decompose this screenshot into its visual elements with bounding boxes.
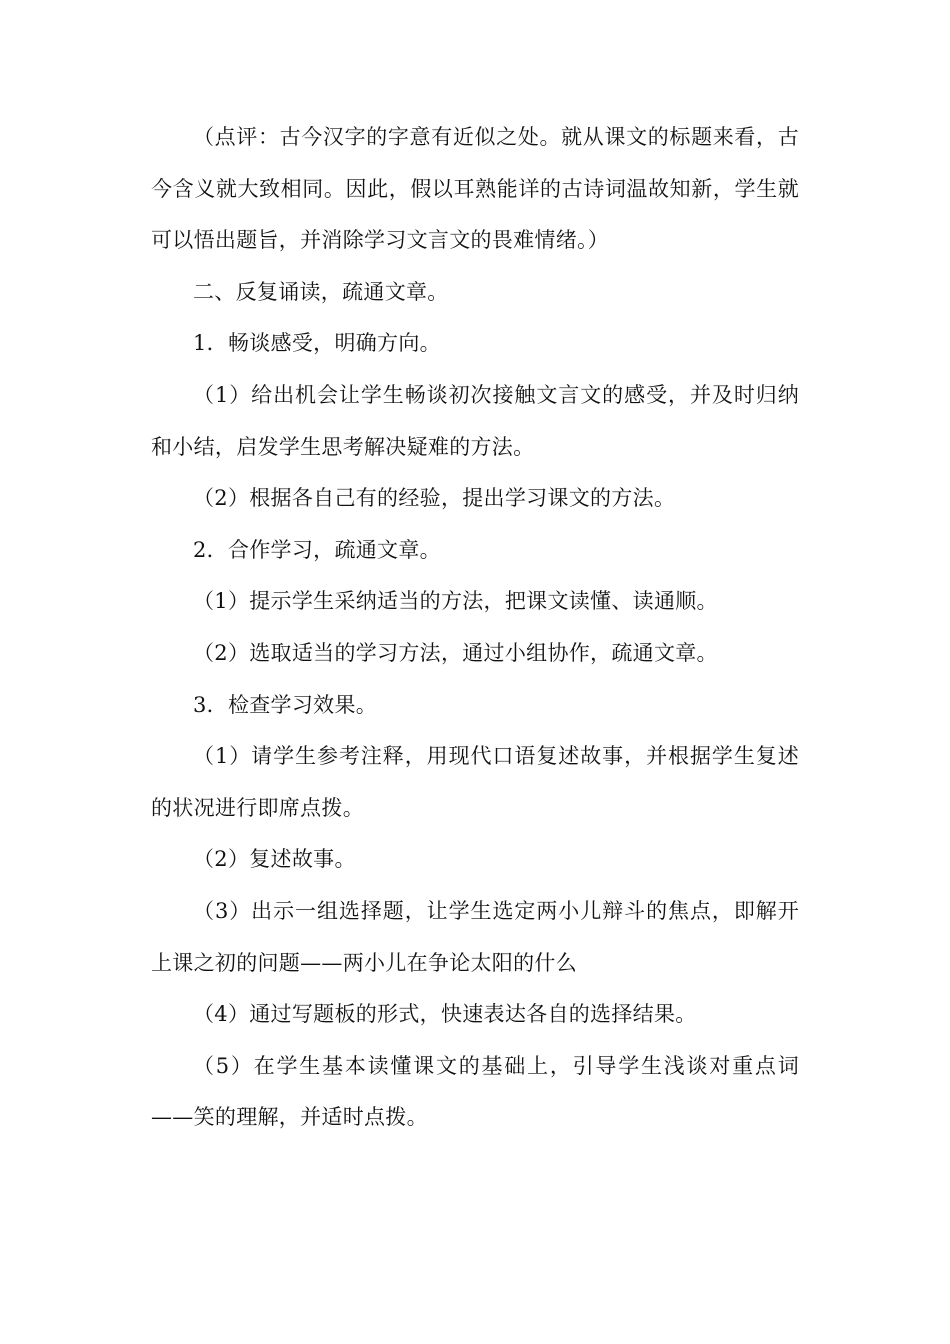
paragraph-step-3-item-4: （4）通过写题板的形式，快速表达各自的选择结果。 <box>193 1002 697 1027</box>
paragraph-step-1-item-1: （1）给出机会让学生畅谈初次接触文言文的感受，并及时归纳和小结，启发学生思考解决疑难的方法。 <box>151 382 799 459</box>
paragraph-step-3-item-5: （5）在学生基本读懂课文的基础上，引导学生浅谈对重点词——笑的理解，并适时点拨。 <box>151 1053 799 1130</box>
heading-step-1: 1．畅谈感受，明确方向。 <box>193 331 441 356</box>
heading-step-3: 3．检查学习效果。 <box>193 692 378 717</box>
document-body <box>151 112 799 1144</box>
heading-section-two: 二、反复诵读，疏通文章。 <box>193 279 449 304</box>
paragraph-step-3-item-3: （3）出示一组选择题，让学生选定两小儿辩斗的焦点，即解开上课之初的问题——两小儿在争论太阳的什么 <box>151 898 799 975</box>
heading-step-2: 2．合作学习，疏通文章。 <box>193 537 441 562</box>
paragraph-step-3-item-1: （1）请学生参考注释，用现代口语复述故事，并根据学生复述的状况进行即席点拨。 <box>151 744 799 820</box>
paragraph-commentary: （点评：古今汉字的字意有近似之处。就从课文的标题来看，古今含义就大致相同。因此，假以耳熟能详的古诗词温故知新，学生就可以悟出题旨，并消除学习文言文的畏难情绪。） <box>151 125 799 253</box>
paragraph-step-2-item-2: （2）选取适当的学习方法，通过小组协作，疏通文章。 <box>193 640 718 665</box>
paragraph-step-3-item-2: （2）复述故事。 <box>193 847 356 872</box>
paragraph-step-2-item-1: （1）提示学生采纳适当的方法，把课文读懂、读通顺。 <box>193 589 718 614</box>
paragraph-step-1-item-2: （2）根据各自己有的经验，提出学习课文的方法。 <box>193 486 676 511</box>
